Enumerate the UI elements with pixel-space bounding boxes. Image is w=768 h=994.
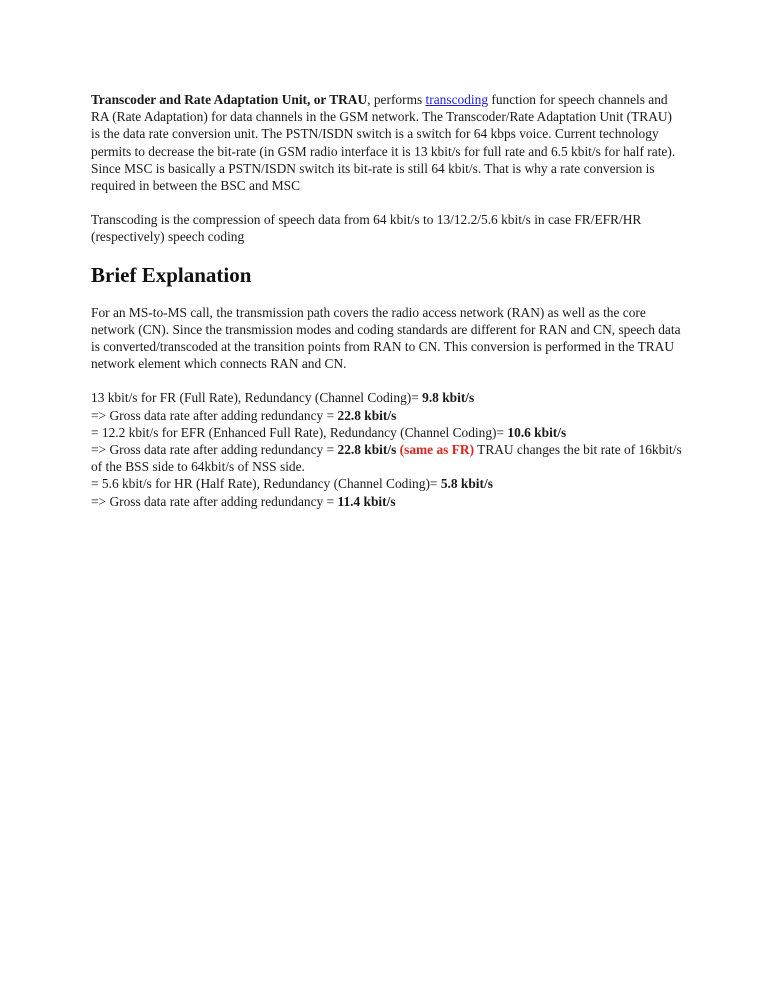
same-as-fr-note: (same as FR)	[399, 442, 475, 458]
trau-term: Transcoder and Rate Adaptation Unit, or TRAU	[91, 92, 368, 107]
rate-line-hr	[91, 475, 683, 492]
rate-line-hr-value: 5.8 kbit/s	[440, 476, 493, 492]
rate-line-efr	[91, 424, 683, 441]
rate-line-fr-text: 13 kbit/s for FR (Full Rate), Redundancy (Channel Coding)=	[91, 390, 423, 406]
section-heading: Brief Explanation	[91, 262, 252, 287]
rate-line-fr-value: 9.8 kbit/s	[422, 390, 475, 406]
rate-line-hr-text: = 5.6 kbit/s for HR (Half Rate), Redundancy (Channel Coding)=	[91, 476, 441, 492]
rate-line-hr-gross-text: => Gross data rate after adding redundancy =	[91, 493, 338, 509]
rate-line-hr-gross	[91, 493, 683, 510]
transcoding-paragraph: Transcoding is the compression of speech data from 64 kbit/s to 13/12.2/5.6 kbit/s in case FR/EFR/HR (respectively) speech coding	[91, 212, 642, 245]
intro-text-before-link: , performs	[367, 92, 426, 107]
intro-paragraph	[91, 91, 683, 194]
document-page	[91, 91, 683, 510]
trau-bitrate-note: TRAU changes the bit rate of 16kbit/s of the BSS side to 64kbit/s of NSS side.	[91, 442, 682, 475]
rate-line-hr-gross-value: 11.4 kbit/s	[337, 493, 396, 509]
rates-block	[91, 389, 683, 509]
rate-line-efr-gross-value: 22.8 kbit/s	[337, 442, 397, 458]
rate-line-fr-gross	[91, 407, 683, 424]
transcoding-link[interactable]: transcoding	[425, 92, 489, 107]
rate-line-efr-text: = 12.2 kbit/s for EFR (Enhanced Full Rate), Redundancy (Channel Coding)=	[91, 424, 508, 440]
intro-text-after-link: function for speech channels and RA (Rate Adaptation) for data channels in the GSM network. The Transcoder/Rate Adaptation Unit (TRAU) is the data rate conversion unit. The PSTN/ISDN switch is a switch for 64 kbps voice. Current technology permits to decrease the bit-rate (in GSM radio interface it is 13 kbit/s for full rate and 6.5 kbit/s for half rate). Since MSC is basically a PSTN/ISDN switch its bit-rate is still 64 kbit/s. That is why a rate conversion is required in between the BSC and MSC	[91, 92, 676, 194]
rate-line-efr-gross	[91, 441, 683, 475]
rate-line-efr-gross-text: => Gross data rate after adding redundancy =	[91, 442, 338, 458]
rate-line-fr-gross-value: 22.8 kbit/s	[337, 407, 397, 423]
rate-line-fr-gross-text: => Gross data rate after adding redundancy =	[91, 407, 338, 423]
rate-line-fr	[91, 389, 683, 406]
explanation-paragraph: For an MS-to-MS call, the transmission path covers the radio access network (RAN) as well as the core network (CN). Since the transmission modes and coding standards are different for RAN and CN, speech data is converted/transcoded at the transition points from RAN to CN. This conversion is performed in the TRAU network element which connects RAN and CN.	[91, 304, 681, 372]
rate-line-efr-value: 10.6 kbit/s	[507, 424, 567, 440]
